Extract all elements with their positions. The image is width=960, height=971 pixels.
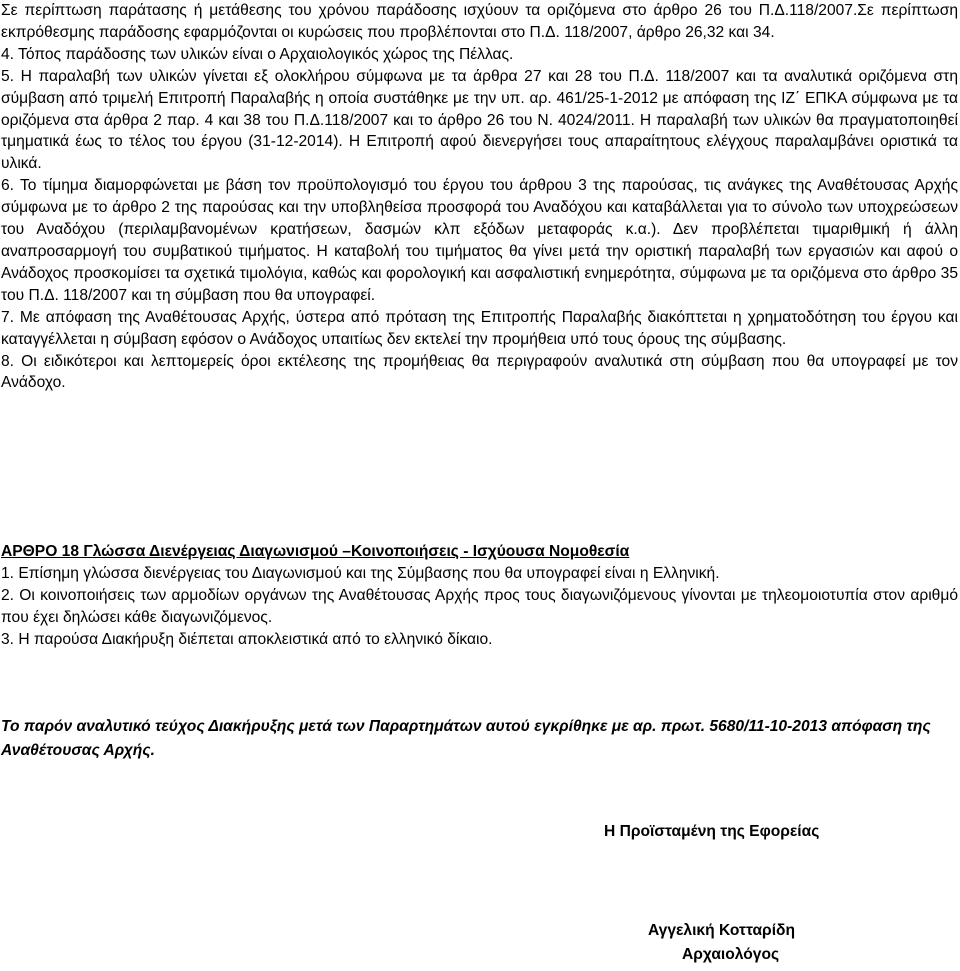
article-18-paragraph-2: 2. Οι κοινοποιήσεις των αρμοδίων οργάνων της Αναθέτουσας Αρχής προς τους διαγωνιζόμενους γίνονται με τηλεομοιοτυπία στον αριθμό που έχει δηλώσει κάθε διαγωνιζόμενος. bbox=[1, 586, 958, 626]
document-body bbox=[1, 0, 958, 394]
approval-statement: Το παρόν αναλυτικό τεύχος Διακήρυξης μετά των Παραρτημάτων αυτού εγκρίθηκε με αρ. πρωτ. 5680/11-10-2013 απόφαση της Αναθέτουσας Αρχής. bbox=[1, 718, 931, 759]
article-18-body bbox=[1, 563, 958, 651]
paragraph-delivery-extension: Σε περίπτωση παράτασης ή μετάθεσης του χρόνου παράδοσης ισχύουν τα οριζόμενα στο άρθρο 26 του Π.Δ.118/2007.Σε περίπτωση εκπρόθεσμης παράδοσης εφαρμόζονται οι κυρώσεις που προβλέπονται στο Π.Δ. 118/2007, άρθρο 26,32 και 34. bbox=[1, 2, 958, 41]
article-18-paragraph-3: 3. Η παρούσα Διακήρυξη διέπεται αποκλειστικά από το ελληνικό δίκαιο. bbox=[1, 630, 493, 648]
signature-role: Αρχαιολόγος bbox=[682, 946, 780, 963]
paragraph-6-price: 6. Το τίμημα διαμορφώνεται με βάση τον προϋπολογισμό του έργου του άρθρου 3 της παρούσας, τις ανάγκες της Αναθέτουσας Αρχής σύμφωνα με το άρθρο 2 της παρούσας και την υποβληθείσα προσφορά του Αναδόχου και καταβάλλεται για το σύνολο των υποχρεώσεων του Αναδόχου (περιλαμβανομένων κρατήσεων, δασμών κλπ εξόδων μεταφοράς κ.α.). Δεν προβλέπεται τιμαριθμική ή άλλη αναπροσαρμογή του συμβατικού τιμήματος. Η καταβολή του τιμήματος θα γίνει μετά την οριστική παραλαβή των εργασιών και αφού ο Ανάδοχος προσκομίσει τα σχετικά τιμολόγια, καθώς και φορολογική και ασφαλιστική ενημερότητα, σύμφωνα με τα οριζόμενα στο άρθρο 35 του Π.Δ. 118/2007 και τη σύμβαση που θα υπογραφεί. bbox=[1, 177, 958, 304]
article-18-paragraph-1: 1. Επίσημη γλώσσα διενέργειας του Διαγωνισμού και της Σύμβασης που θα υπογραφεί είναι η Ελληνική. bbox=[1, 565, 720, 582]
paragraph-7-termination: 7. Με απόφαση της Αναθέτουσας Αρχής, ύστερα από πρόταση της Επιτροπής Παραλαβής διακόπτεται η χρηματοδότηση του έργου και καταγγέλλεται η σύμβαση εφόσον ο Ανάδοχος υπαιτίως δεν εκτελεί την προμήθεια υπό τους όρους της σύμβασης. bbox=[1, 308, 958, 348]
paragraph-5-receipt: 5. Η παραλαβή των υλικών γίνεται εξ ολοκλήρου σύμφωνα με τα άρθρα 27 και 28 του Π.Δ. 118/2007 και τα αναλυτικά οριζόμενα στη σύμβαση από τριμελή Επιτροπή Παραλαβής η οποία συστάθηκε με την υπ. αρ. 461/25-1-2012 με απόφαση της ΙΖ΄ ΕΠΚΑ σύμφωνα με τα οριζόμενα στα άρθρα 2 παρ. 4 και 38 του Π.Δ.118/2007 και το άρθρο 26 του Ν. 4024/2011. Η παραλαβή των υλικών θα πραγματοποιηθεί τμηματικά έως το τέλος του έργου (31-12-2014). Η Επιτροπή αφού διενεργήσει τους απαραίτητους ελέγχους παραλαμβάνει οριστικά τα υλικά. bbox=[1, 67, 958, 173]
paragraph-4-delivery-place: 4. Τόπος παράδοσης των υλικών είναι ο Αρχαιολογικός χώρος της Πέλλας. bbox=[1, 45, 514, 63]
signature-name: Αγγελική Κοτταρίδη bbox=[648, 922, 796, 939]
paragraph-8-terms: 8. Οι ειδικότεροι και λεπτομερείς όροι εκτέλεσης της προμήθειας θα περιγραφούν αναλυτικά στη σύμβαση που θα υπογραφεί με τον Ανάδοχο. bbox=[1, 352, 958, 392]
article-18-heading: ΑΡΘΡΟ 18 Γλώσσα Διενέργειας Διαγωνισμού –Κοινοποιήσεις - Ισχύουσα Νομοθεσία bbox=[1, 543, 630, 560]
signature-title: Η Προϊσταμένη της Εφορείας bbox=[604, 823, 820, 840]
